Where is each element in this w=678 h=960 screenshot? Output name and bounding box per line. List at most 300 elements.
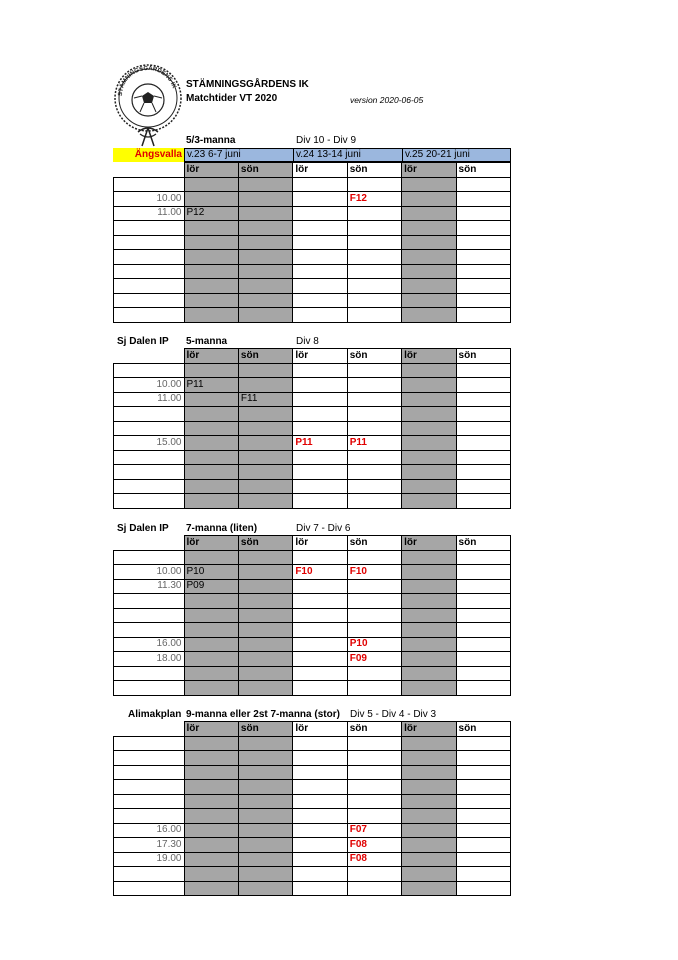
match-cell: F08 — [347, 852, 401, 867]
time-cell — [114, 809, 185, 824]
match-cell — [456, 494, 510, 509]
schedule-row — [114, 250, 511, 265]
match-cell — [238, 465, 292, 480]
match-cell — [238, 363, 292, 378]
match-cell — [402, 392, 456, 407]
match-cell — [293, 421, 347, 436]
time-cell: 19.00 — [114, 852, 185, 867]
day-header-lor: lör — [184, 163, 238, 178]
match-cell — [184, 652, 238, 667]
match-cell — [402, 407, 456, 422]
schedule-row — [114, 279, 511, 294]
match-cell — [402, 192, 456, 207]
match-cell — [456, 250, 510, 265]
match-cell — [238, 751, 292, 766]
time-cell — [114, 479, 185, 494]
schedule-row — [114, 479, 511, 494]
section-format: 9-manna eller 2st 7-manna (stor) — [186, 709, 340, 720]
match-cell — [293, 264, 347, 279]
match-cell — [456, 378, 510, 393]
time-cell — [114, 279, 185, 294]
match-cell — [293, 550, 347, 565]
schedule-row — [114, 637, 511, 652]
match-cell — [184, 308, 238, 323]
match-cell — [402, 421, 456, 436]
day-header-son: sön — [238, 349, 292, 364]
match-cell — [456, 192, 510, 207]
schedule-row — [114, 666, 511, 681]
match-cell — [402, 363, 456, 378]
match-cell — [402, 579, 456, 594]
match-cell — [456, 235, 510, 250]
match-cell — [184, 421, 238, 436]
match-cell — [184, 838, 238, 853]
match-cell — [184, 221, 238, 236]
match-cell — [184, 736, 238, 751]
schedule-row — [114, 308, 511, 323]
schedule-row — [114, 407, 511, 422]
section-format: 5-manna — [186, 336, 228, 347]
schedule-row — [114, 794, 511, 809]
time-cell — [114, 608, 185, 623]
day-header-lor: lör — [402, 722, 456, 737]
time-cell — [114, 867, 185, 882]
day-header-lor: lör — [402, 536, 456, 551]
match-cell — [347, 206, 401, 221]
day-header-row — [114, 349, 511, 364]
week-24: v.24 13-14 juni — [293, 148, 403, 162]
match-cell — [347, 494, 401, 509]
match-cell — [456, 206, 510, 221]
match-cell — [238, 206, 292, 221]
match-cell — [293, 392, 347, 407]
day-header-lor: lör — [293, 536, 347, 551]
match-cell — [402, 177, 456, 192]
time-cell — [114, 594, 185, 609]
match-cell — [238, 666, 292, 681]
match-cell — [402, 235, 456, 250]
match-cell — [238, 250, 292, 265]
match-cell — [293, 652, 347, 667]
day-header-lor: lör — [184, 722, 238, 737]
schedule-row — [114, 206, 511, 221]
schedule-row — [114, 780, 511, 795]
match-cell — [238, 794, 292, 809]
time-cell — [114, 450, 185, 465]
match-cell — [456, 579, 510, 594]
match-cell — [184, 407, 238, 422]
match-cell — [293, 279, 347, 294]
match-cell — [184, 765, 238, 780]
section-divs: Div 7 - Div 6 — [296, 523, 351, 534]
day-header-lor: lör — [184, 536, 238, 551]
match-cell — [347, 794, 401, 809]
time-cell — [114, 881, 185, 896]
match-cell — [293, 666, 347, 681]
match-cell — [402, 652, 456, 667]
match-cell — [238, 436, 292, 451]
match-cell — [293, 250, 347, 265]
schedule-row — [114, 550, 511, 565]
time-header-cell — [114, 163, 185, 178]
match-cell — [184, 450, 238, 465]
match-cell — [293, 206, 347, 221]
match-cell — [238, 823, 292, 838]
match-cell: F07 — [347, 823, 401, 838]
day-header-lor: lör — [293, 163, 347, 178]
match-cell — [238, 221, 292, 236]
match-cell — [184, 279, 238, 294]
match-cell — [347, 363, 401, 378]
match-cell — [238, 594, 292, 609]
doc-subtitle: Matchtider VT 2020 — [186, 93, 278, 104]
match-cell — [456, 436, 510, 451]
match-cell — [184, 809, 238, 824]
match-cell — [456, 594, 510, 609]
schedule-row — [114, 751, 511, 766]
time-cell: 18.00 — [114, 652, 185, 667]
match-cell — [238, 550, 292, 565]
time-cell: 17.30 — [114, 838, 185, 853]
match-cell — [238, 852, 292, 867]
match-cell — [184, 594, 238, 609]
day-header-son: sön — [456, 163, 510, 178]
match-cell — [402, 293, 456, 308]
match-cell: F12 — [347, 192, 401, 207]
match-cell — [184, 479, 238, 494]
match-cell — [293, 479, 347, 494]
match-cell — [402, 250, 456, 265]
match-cell — [184, 436, 238, 451]
match-cell — [402, 666, 456, 681]
schedule-table-alimakplan — [113, 721, 511, 896]
match-cell — [184, 494, 238, 509]
schedule-row — [114, 378, 511, 393]
match-cell — [293, 623, 347, 638]
club-logo — [112, 62, 184, 152]
match-cell — [293, 736, 347, 751]
day-header-lor: lör — [293, 349, 347, 364]
match-cell — [293, 681, 347, 696]
match-cell — [456, 407, 510, 422]
match-cell — [184, 192, 238, 207]
org-name: STÄMNINGSGÅRDENS IK — [186, 79, 309, 90]
day-header-row — [114, 163, 511, 178]
match-cell — [347, 623, 401, 638]
match-cell — [456, 838, 510, 853]
section-divs: Div 8 — [296, 336, 319, 347]
match-cell — [456, 308, 510, 323]
match-cell: P12 — [184, 206, 238, 221]
match-cell — [456, 751, 510, 766]
match-cell — [402, 637, 456, 652]
match-cell — [347, 279, 401, 294]
match-cell — [347, 479, 401, 494]
schedule-row — [114, 421, 511, 436]
time-cell: 11.30 — [114, 579, 185, 594]
time-cell — [114, 264, 185, 279]
match-cell — [238, 494, 292, 509]
match-cell — [402, 681, 456, 696]
schedule-row — [114, 363, 511, 378]
match-cell — [184, 465, 238, 480]
match-cell — [402, 881, 456, 896]
match-cell: P10 — [347, 637, 401, 652]
match-cell — [456, 363, 510, 378]
match-cell — [402, 751, 456, 766]
match-cell — [184, 235, 238, 250]
section-venue: Alimakplan — [128, 709, 182, 720]
match-cell — [456, 736, 510, 751]
match-cell: P11 — [347, 436, 401, 451]
match-cell — [238, 177, 292, 192]
match-cell — [456, 565, 510, 580]
match-cell — [347, 407, 401, 422]
match-cell — [184, 623, 238, 638]
match-cell — [293, 751, 347, 766]
match-cell — [456, 765, 510, 780]
match-cell — [184, 823, 238, 838]
match-cell — [238, 407, 292, 422]
match-cell — [347, 809, 401, 824]
time-header-cell — [114, 349, 185, 364]
day-header-son: sön — [456, 536, 510, 551]
match-cell — [456, 177, 510, 192]
match-cell — [402, 780, 456, 795]
day-header-lor: lör — [402, 163, 456, 178]
match-cell — [293, 235, 347, 250]
match-cell — [456, 221, 510, 236]
match-cell — [402, 479, 456, 494]
time-cell — [114, 623, 185, 638]
match-cell — [238, 780, 292, 795]
day-header-son: sön — [238, 163, 292, 178]
match-cell — [347, 250, 401, 265]
schedule-row — [114, 608, 511, 623]
match-cell — [347, 881, 401, 896]
time-cell — [114, 780, 185, 795]
match-cell — [402, 736, 456, 751]
day-header-row — [114, 722, 511, 737]
week-23: v.23 6-7 juni — [184, 148, 294, 162]
match-cell — [456, 809, 510, 824]
time-cell — [114, 421, 185, 436]
match-cell — [238, 235, 292, 250]
schedule-row — [114, 809, 511, 824]
match-cell — [347, 751, 401, 766]
match-cell: P11 — [184, 378, 238, 393]
match-cell — [293, 637, 347, 652]
match-cell — [293, 594, 347, 609]
match-cell — [184, 794, 238, 809]
match-cell — [456, 823, 510, 838]
match-cell — [184, 250, 238, 265]
match-cell — [402, 838, 456, 853]
match-cell — [456, 852, 510, 867]
match-cell — [402, 264, 456, 279]
match-cell — [347, 392, 401, 407]
match-cell — [456, 392, 510, 407]
match-cell — [347, 450, 401, 465]
match-cell — [184, 550, 238, 565]
match-cell — [347, 465, 401, 480]
match-cell — [347, 235, 401, 250]
match-cell — [293, 450, 347, 465]
schedule-row — [114, 293, 511, 308]
match-cell — [293, 809, 347, 824]
match-cell — [402, 594, 456, 609]
time-cell — [114, 407, 185, 422]
time-cell: 16.00 — [114, 637, 185, 652]
schedule-row — [114, 579, 511, 594]
time-cell — [114, 681, 185, 696]
match-cell — [347, 579, 401, 594]
schedule-row — [114, 838, 511, 853]
match-cell — [347, 594, 401, 609]
match-cell — [184, 608, 238, 623]
match-cell: F10 — [347, 565, 401, 580]
match-cell — [293, 867, 347, 882]
match-cell — [456, 465, 510, 480]
match-cell — [293, 465, 347, 480]
schedule-row — [114, 765, 511, 780]
match-cell — [402, 852, 456, 867]
time-cell — [114, 235, 185, 250]
section-format: 7-manna (liten) — [186, 523, 258, 534]
match-cell — [293, 378, 347, 393]
match-cell — [293, 192, 347, 207]
match-cell — [456, 421, 510, 436]
match-cell — [238, 279, 292, 294]
day-header-lor: lör — [402, 349, 456, 364]
match-cell — [293, 407, 347, 422]
time-cell — [114, 363, 185, 378]
match-cell — [456, 450, 510, 465]
time-cell — [114, 465, 185, 480]
section-divs: Div 10 - Div 9 — [296, 135, 357, 146]
day-header-son: sön — [456, 349, 510, 364]
match-cell — [456, 637, 510, 652]
section-venue: Sj Dalen IP — [117, 523, 169, 534]
match-cell — [456, 623, 510, 638]
day-header-row — [114, 536, 511, 551]
match-cell: P11 — [293, 436, 347, 451]
match-cell — [456, 794, 510, 809]
match-cell — [347, 550, 401, 565]
match-cell — [238, 293, 292, 308]
match-cell — [347, 293, 401, 308]
time-cell: 10.00 — [114, 192, 185, 207]
time-cell — [114, 794, 185, 809]
day-header-son: sön — [347, 163, 401, 178]
match-cell — [456, 264, 510, 279]
time-cell — [114, 666, 185, 681]
match-cell — [184, 780, 238, 795]
match-cell — [293, 308, 347, 323]
schedule-row — [114, 192, 511, 207]
schedule-row — [114, 264, 511, 279]
match-cell — [184, 751, 238, 766]
match-cell: F10 — [293, 565, 347, 580]
match-cell — [184, 852, 238, 867]
day-header-son: sön — [347, 722, 401, 737]
schedule-row — [114, 494, 511, 509]
schedule-table-sjdalen-7 — [113, 535, 511, 696]
match-cell — [347, 378, 401, 393]
match-cell — [456, 479, 510, 494]
match-cell — [293, 293, 347, 308]
match-cell — [184, 867, 238, 882]
schedule-row — [114, 594, 511, 609]
schedule-row — [114, 465, 511, 480]
match-cell — [402, 378, 456, 393]
section-format: 5/3-manna — [186, 135, 236, 146]
schedule-row — [114, 681, 511, 696]
time-cell: 16.00 — [114, 823, 185, 838]
match-cell — [347, 308, 401, 323]
match-cell — [456, 550, 510, 565]
match-cell — [402, 867, 456, 882]
match-cell — [456, 279, 510, 294]
match-cell — [402, 550, 456, 565]
time-cell — [114, 221, 185, 236]
match-cell — [238, 881, 292, 896]
match-cell — [347, 221, 401, 236]
match-cell — [238, 623, 292, 638]
match-cell — [402, 794, 456, 809]
schedule-row — [114, 392, 511, 407]
match-cell — [238, 637, 292, 652]
day-header-son: sön — [347, 349, 401, 364]
day-header-son: sön — [238, 722, 292, 737]
time-cell — [114, 736, 185, 751]
match-cell — [402, 765, 456, 780]
match-cell — [238, 652, 292, 667]
match-cell — [402, 206, 456, 221]
time-cell: 15.00 — [114, 436, 185, 451]
match-cell — [456, 666, 510, 681]
match-cell: F11 — [238, 392, 292, 407]
match-cell — [293, 765, 347, 780]
schedule-table-sjdalen-5 — [113, 348, 511, 509]
match-cell — [238, 809, 292, 824]
match-cell — [293, 881, 347, 896]
time-cell: 10.00 — [114, 565, 185, 580]
match-cell — [238, 867, 292, 882]
time-cell — [114, 550, 185, 565]
match-cell — [347, 736, 401, 751]
match-cell: F08 — [347, 838, 401, 853]
match-cell — [184, 363, 238, 378]
match-cell — [456, 293, 510, 308]
time-cell — [114, 494, 185, 509]
schedule-row — [114, 852, 511, 867]
match-cell — [238, 579, 292, 594]
match-cell — [293, 608, 347, 623]
match-cell — [293, 794, 347, 809]
match-cell — [238, 421, 292, 436]
match-cell — [238, 479, 292, 494]
schedule-row — [114, 235, 511, 250]
day-header-son: sön — [238, 536, 292, 551]
day-header-son: sön — [456, 722, 510, 737]
match-cell — [293, 823, 347, 838]
match-cell — [238, 736, 292, 751]
match-cell — [293, 579, 347, 594]
match-cell — [238, 308, 292, 323]
match-cell — [238, 378, 292, 393]
match-cell — [347, 765, 401, 780]
